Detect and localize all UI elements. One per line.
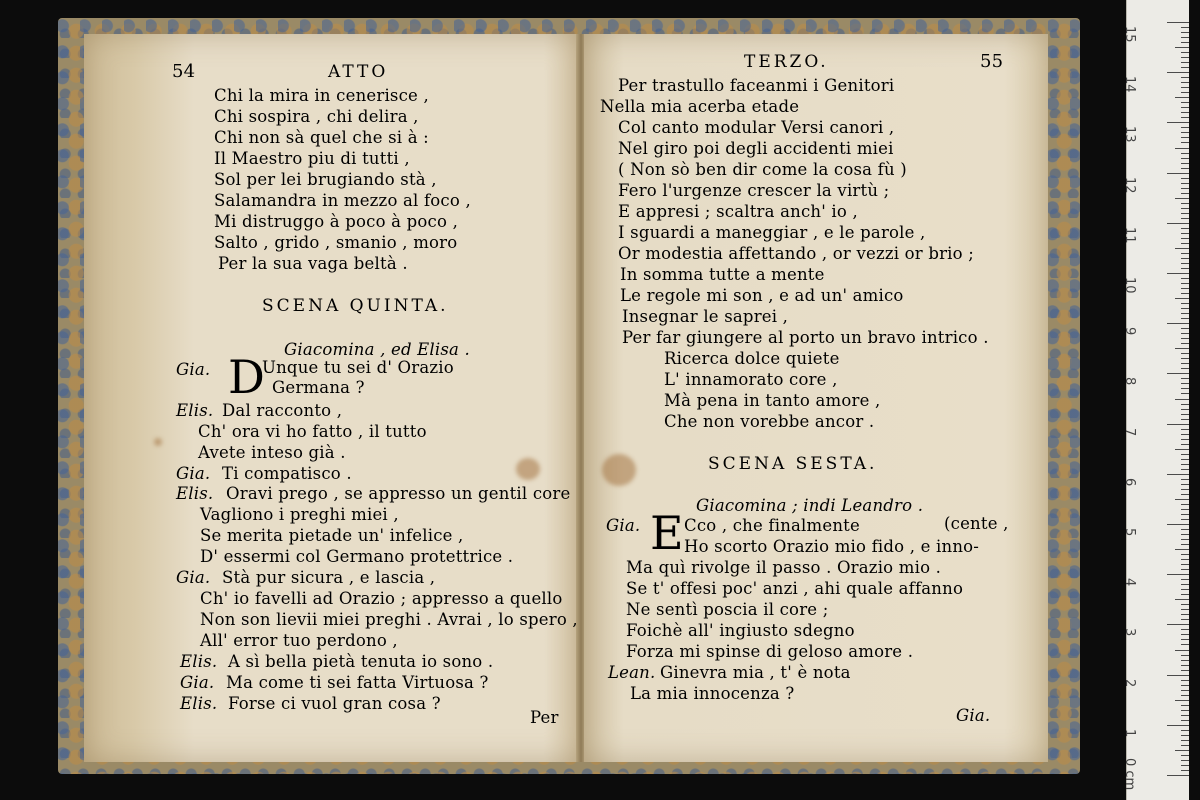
ruler-tick: [1181, 619, 1189, 620]
ruler-tick: [1181, 534, 1189, 535]
ruler-tick: [1181, 489, 1189, 490]
dialogue-line: Ginevra mia , t' è nota: [660, 663, 851, 682]
running-head-right: TERZO.: [744, 52, 829, 72]
dialogue-line: Ti compatisco .: [222, 464, 352, 483]
ruler-tick: [1181, 328, 1189, 329]
ruler-tick: [1181, 158, 1189, 159]
ruler-tick: [1181, 730, 1189, 731]
aria-line: Ricerca dolce quiete: [664, 349, 840, 368]
ruler-tick: [1181, 484, 1189, 485]
scene-characters-right: Giacomina ; indi Leandro .: [696, 496, 924, 515]
ruler-number: 3: [1122, 628, 1137, 637]
ruler-tick: [1181, 644, 1189, 645]
ruler-tick: [1175, 750, 1189, 751]
dialogue-line: La mia innocenza ?: [630, 684, 795, 703]
ruler-tick: [1181, 584, 1189, 585]
ruler-number: 11: [1122, 226, 1137, 244]
ruler-tick: [1181, 193, 1189, 194]
text-line: Col canto modular Versi canori ,: [618, 118, 895, 137]
ruler-tick: [1181, 368, 1189, 369]
ruler-tick: [1167, 323, 1189, 324]
ruler-tick: [1181, 52, 1189, 53]
ruler-tick: [1181, 263, 1189, 264]
ruler-number: 8: [1122, 377, 1137, 386]
ruler-tick: [1167, 775, 1189, 776]
ruler-tick: [1181, 353, 1189, 354]
ruler-tick: [1181, 434, 1189, 435]
ruler-tick: [1181, 293, 1189, 294]
speaker: Elis.: [176, 401, 214, 420]
text-line: I sguardi a maneggiar , e le parole ,: [618, 223, 926, 242]
ruler-tick: [1181, 705, 1189, 706]
ruler-tick: [1181, 695, 1189, 696]
ruler-tick: [1181, 233, 1189, 234]
ruler-tick: [1181, 559, 1189, 560]
ruler-tick: [1167, 223, 1189, 224]
dialogue-line: Vagliono i preghi miei ,: [200, 505, 399, 524]
ruler-tick: [1181, 388, 1189, 389]
verse-line: Chi non sà quel che si à :: [214, 128, 429, 147]
ruler-tick: [1181, 735, 1189, 736]
ruler-number: 15: [1122, 26, 1137, 43]
verse-line: Mi distruggo à poco à poco ,: [214, 212, 459, 231]
ruler-tick: [1181, 32, 1189, 33]
ruler-tick: [1181, 338, 1189, 339]
ruler-tick: [1181, 639, 1189, 640]
ruler-tick: [1181, 670, 1189, 671]
ruler-tick: [1175, 700, 1189, 701]
text-line: Nella mia acerba etade: [600, 97, 800, 116]
ruler-tick: [1181, 358, 1189, 359]
catchword-right: Gia.: [956, 706, 991, 725]
dialogue-line: Unque tu sei d' Orazio: [262, 358, 454, 377]
ruler-tick: [1181, 318, 1189, 319]
ruler-tick: [1181, 188, 1189, 189]
text-line: ( Non sò ben dir come la cosa fù ): [618, 160, 907, 179]
dialogue-line: Ho scorto Orazio mio fido , e inno-: [684, 537, 980, 556]
dialogue-line: Avete inteso già .: [198, 443, 346, 462]
measuring-ruler: [1122, 0, 1189, 800]
ruler-tick: [1181, 57, 1189, 58]
ruler-tick: [1181, 92, 1189, 93]
ruler-tick: [1181, 740, 1189, 741]
aria-line: Mà pena in tanto amore ,: [664, 391, 881, 410]
verse-line: Salto , grido , smanio , moro: [214, 233, 458, 252]
ruler-tick: [1181, 87, 1189, 88]
ruler-tick: [1181, 655, 1189, 656]
ruler-tick: [1181, 112, 1189, 113]
ruler-tick: [1175, 499, 1189, 500]
ruler-tick: [1181, 579, 1189, 580]
scene-heading-left: SCENA QUINTA.: [262, 296, 449, 316]
ruler-tick: [1181, 168, 1189, 169]
ruler-tick: [1181, 163, 1189, 164]
ruler-number: 9: [1122, 327, 1137, 336]
dialogue-line: A sì bella pietà tenuta io sono .: [228, 652, 494, 671]
ruler-tick: [1167, 725, 1189, 726]
ruler-tick: [1181, 42, 1189, 43]
ruler-tick: [1181, 539, 1189, 540]
ruler-number: 10: [1122, 277, 1137, 294]
aria-line: L' innamorato core ,: [664, 370, 838, 389]
ruler-tick: [1181, 589, 1189, 590]
ruler-tick: [1181, 529, 1189, 530]
ruler-number: 1: [1122, 728, 1137, 738]
ruler-tick: [1167, 173, 1189, 174]
ruler-tick: [1181, 454, 1189, 455]
dialogue-line: Stà pur sicura , e lascia ,: [222, 568, 436, 587]
ruler-tick: [1181, 404, 1189, 405]
verse-line: Sol per lei brugiando stà ,: [214, 170, 437, 189]
ruler-tick: [1181, 102, 1189, 103]
ruler-tick: [1175, 97, 1189, 98]
ruler-tick: [1181, 614, 1189, 615]
dialogue-line: Forse ci vuol gran cosa ?: [228, 694, 441, 713]
dialogue-line: Germana ?: [272, 378, 365, 397]
ruler-tick: [1181, 82, 1189, 83]
scene-characters-left: Giacomina , ed Elisa .: [284, 340, 470, 359]
ruler-tick: [1181, 137, 1189, 138]
ruler-tick: [1181, 564, 1189, 565]
ruler-tick: [1181, 27, 1189, 28]
ruler-tick: [1181, 213, 1189, 214]
ruler-number: 12: [1122, 176, 1137, 194]
speaker: Gia.: [176, 568, 211, 587]
aria-line: Che non vorebbe ancor .: [664, 412, 875, 431]
dialogue-line: Se merita pietade un' infelice ,: [200, 526, 464, 545]
ruler-tick: [1167, 273, 1189, 274]
dialogue-line: Ne sentì poscia il core ;: [626, 600, 829, 619]
ruler-tick: [1181, 203, 1189, 204]
ruler-tick: [1167, 373, 1189, 374]
dialogue-line: Non son lievii miei preghi . Avrai , lo spero ,: [200, 610, 578, 629]
ruler-unit-label: 0 cm: [1122, 758, 1137, 791]
ruler-tick: [1181, 494, 1189, 495]
speaker: Elis.: [180, 652, 218, 671]
verse-line: Chi la mira in cenerisce ,: [214, 86, 429, 105]
ruler-tick: [1167, 424, 1189, 425]
ruler-number: 6: [1122, 477, 1137, 487]
ruler-tick: [1181, 283, 1189, 284]
text-line: Or modestia affettando , or vezzi or brio ;: [618, 244, 974, 263]
drop-cap: D: [228, 350, 265, 404]
ruler-tick: [1181, 409, 1189, 410]
ruler-tick: [1167, 474, 1189, 475]
text-line: Fero l'urgenze crescer la virtù ;: [618, 181, 890, 200]
ruler-tick: [1181, 178, 1189, 179]
ruler-tick: [1181, 444, 1189, 445]
ruler-tick: [1181, 519, 1189, 520]
ruler-tick: [1181, 504, 1189, 505]
running-head-left: ATTO: [328, 62, 389, 82]
ruler-tick: [1181, 439, 1189, 440]
speaker: Lean.: [608, 663, 656, 682]
ruler-tick: [1181, 127, 1189, 128]
ruler-tick: [1175, 650, 1189, 651]
ruler-tick: [1181, 715, 1189, 716]
page-number-right: 55: [980, 51, 1004, 72]
ruler-tick: [1181, 378, 1189, 379]
ruler-tick: [1181, 604, 1189, 605]
text-line: Le regole mi son , e ad un' amico: [620, 286, 904, 305]
ruler-tick: [1181, 514, 1189, 515]
ruler-tick: [1181, 770, 1189, 771]
speaker: Gia.: [176, 464, 211, 483]
stain: [516, 458, 540, 480]
ruler-number: 2: [1122, 678, 1137, 687]
ruler-tick: [1181, 464, 1189, 465]
ruler-tick: [1181, 710, 1189, 711]
ruler-number: 13: [1122, 126, 1137, 143]
ruler-tick: [1181, 509, 1189, 510]
text-line: Per far giungere al porto un bravo intrico .: [622, 328, 989, 347]
verse-line: Il Maestro piu di tutti ,: [214, 149, 410, 168]
ruler-tick: [1175, 549, 1189, 550]
dialogue-line: Ch' io favelli ad Orazio ; appresso a quello: [200, 589, 563, 608]
ruler-tick: [1181, 414, 1189, 415]
ruler-tick: [1181, 419, 1189, 420]
ruler-tick: [1181, 569, 1189, 570]
ruler-tick: [1181, 77, 1189, 78]
ruler-tick: [1181, 660, 1189, 661]
ruler-tick: [1181, 745, 1189, 746]
ruler-tick: [1175, 599, 1189, 600]
ruler-tick: [1175, 148, 1189, 149]
ruler-tick: [1181, 383, 1189, 384]
ruler-tick: [1181, 629, 1189, 630]
catchword-left: Per: [530, 708, 559, 727]
ruler-tick: [1181, 228, 1189, 229]
verse-line: Per la sua vaga beltà .: [218, 254, 408, 273]
ruler-tick: [1175, 198, 1189, 199]
ruler-tick: [1181, 760, 1189, 761]
ruler-tick: [1181, 243, 1189, 244]
ruler-tick: [1181, 680, 1189, 681]
ruler-number: 5: [1122, 528, 1137, 537]
scene-heading-right: SCENA SESTA.: [708, 454, 878, 474]
ruler-tick: [1167, 624, 1189, 625]
ruler-tick: [1167, 122, 1189, 123]
dialogue-line: Oravi prego , se appresso un gentil core: [226, 484, 571, 503]
speaker: Elis.: [180, 694, 218, 713]
ruler-tick: [1181, 37, 1189, 38]
ruler-tick: [1181, 665, 1189, 666]
ruler-tick: [1181, 479, 1189, 480]
ruler-tick: [1181, 393, 1189, 394]
ruler-tick: [1181, 67, 1189, 68]
ruler-tick: [1181, 313, 1189, 314]
stain: [154, 438, 162, 446]
stain: [602, 454, 636, 486]
ruler-tick: [1181, 609, 1189, 610]
ruler-tick: [1181, 218, 1189, 219]
dialogue-line: Ch' ora vi ho fatto , il tutto: [198, 422, 427, 441]
dialogue-line: All' error tuo perdono ,: [200, 631, 398, 650]
verse-line: Salamandra in mezzo al foco ,: [214, 191, 471, 210]
ruler-tick: [1167, 524, 1189, 525]
ruler-tick: [1181, 238, 1189, 239]
dialogue-line: Se t' offesi poc' anzi , ahi quale affanno: [626, 579, 964, 598]
dialogue-line: Ma come ti sei fatta Virtuosa ?: [226, 673, 489, 692]
ruler-tick: [1175, 348, 1189, 349]
ruler-tick: [1167, 574, 1189, 575]
ruler-number: 4: [1122, 578, 1137, 587]
ruler-tick: [1167, 22, 1189, 23]
text-line: E appresi ; scaltra anch' io ,: [618, 202, 858, 221]
ruler-tick: [1175, 248, 1189, 249]
ruler-tick: [1181, 554, 1189, 555]
ruler-tick: [1181, 308, 1189, 309]
ruler-tick: [1181, 142, 1189, 143]
text-line: In somma tutte a mente: [620, 265, 825, 284]
ruler-number: 7: [1122, 427, 1137, 436]
dialogue-line: Foichè all' ingiusto sdegno: [626, 621, 855, 640]
ruler-tick: [1181, 333, 1189, 334]
ruler-number: 14: [1122, 76, 1137, 93]
speaker: Gia.: [606, 516, 641, 535]
ruler-tick: [1181, 634, 1189, 635]
ruler-tick: [1181, 469, 1189, 470]
speaker: Gia.: [176, 360, 211, 379]
ruler-tick: [1181, 268, 1189, 269]
ruler-tick: [1181, 117, 1189, 118]
ruler-tick: [1181, 62, 1189, 63]
dialogue-line: Dal racconto ,: [222, 401, 343, 420]
ruler-tick: [1167, 72, 1189, 73]
ruler-tick: [1181, 288, 1189, 289]
ruler-tick: [1181, 363, 1189, 364]
ruler-tick: [1181, 594, 1189, 595]
text-line: Nel giro poi degli accidenti miei: [618, 139, 894, 158]
dialogue-line: (cente ,: [944, 514, 1009, 533]
text-line: Per trastullo faceanmi i Genitori: [618, 76, 895, 95]
ruler-tick: [1181, 765, 1189, 766]
ruler-tick: [1181, 459, 1189, 460]
speaker: Gia.: [180, 673, 215, 692]
ruler-tick: [1181, 258, 1189, 259]
ruler-tick: [1181, 429, 1189, 430]
ruler-tick: [1181, 755, 1189, 756]
text-line: Insegnar le saprei ,: [622, 307, 789, 326]
drop-cap: E: [650, 506, 684, 560]
ruler-tick: [1175, 298, 1189, 299]
dialogue-line: D' essermi col Germano protettrice .: [200, 547, 514, 566]
dialogue-line: Forza mi spinse di geloso amore .: [626, 642, 914, 661]
ruler-tick: [1181, 153, 1189, 154]
ruler-tick: [1181, 183, 1189, 184]
ruler-tick: [1181, 343, 1189, 344]
ruler-tick: [1175, 47, 1189, 48]
ruler-tick: [1181, 690, 1189, 691]
ruler-tick: [1181, 208, 1189, 209]
ruler-tick: [1181, 303, 1189, 304]
ruler-tick: [1167, 675, 1189, 676]
ruler-tick: [1181, 253, 1189, 254]
ruler-tick: [1181, 544, 1189, 545]
speaker: Elis.: [176, 484, 214, 503]
ruler-tick: [1181, 720, 1189, 721]
ruler-tick: [1181, 685, 1189, 686]
dialogue-line: Ma quì rivolge il passo . Orazio mio .: [626, 558, 942, 577]
ruler-tick: [1181, 278, 1189, 279]
dialogue-line: Cco , che finalmente: [684, 516, 860, 535]
verse-line: Chi sospira , chi delira ,: [214, 107, 419, 126]
ruler-tick: [1175, 399, 1189, 400]
ruler-tick: [1181, 107, 1189, 108]
page-number-left: 54: [172, 61, 196, 82]
ruler-tick: [1175, 449, 1189, 450]
ruler-tick: [1181, 132, 1189, 133]
